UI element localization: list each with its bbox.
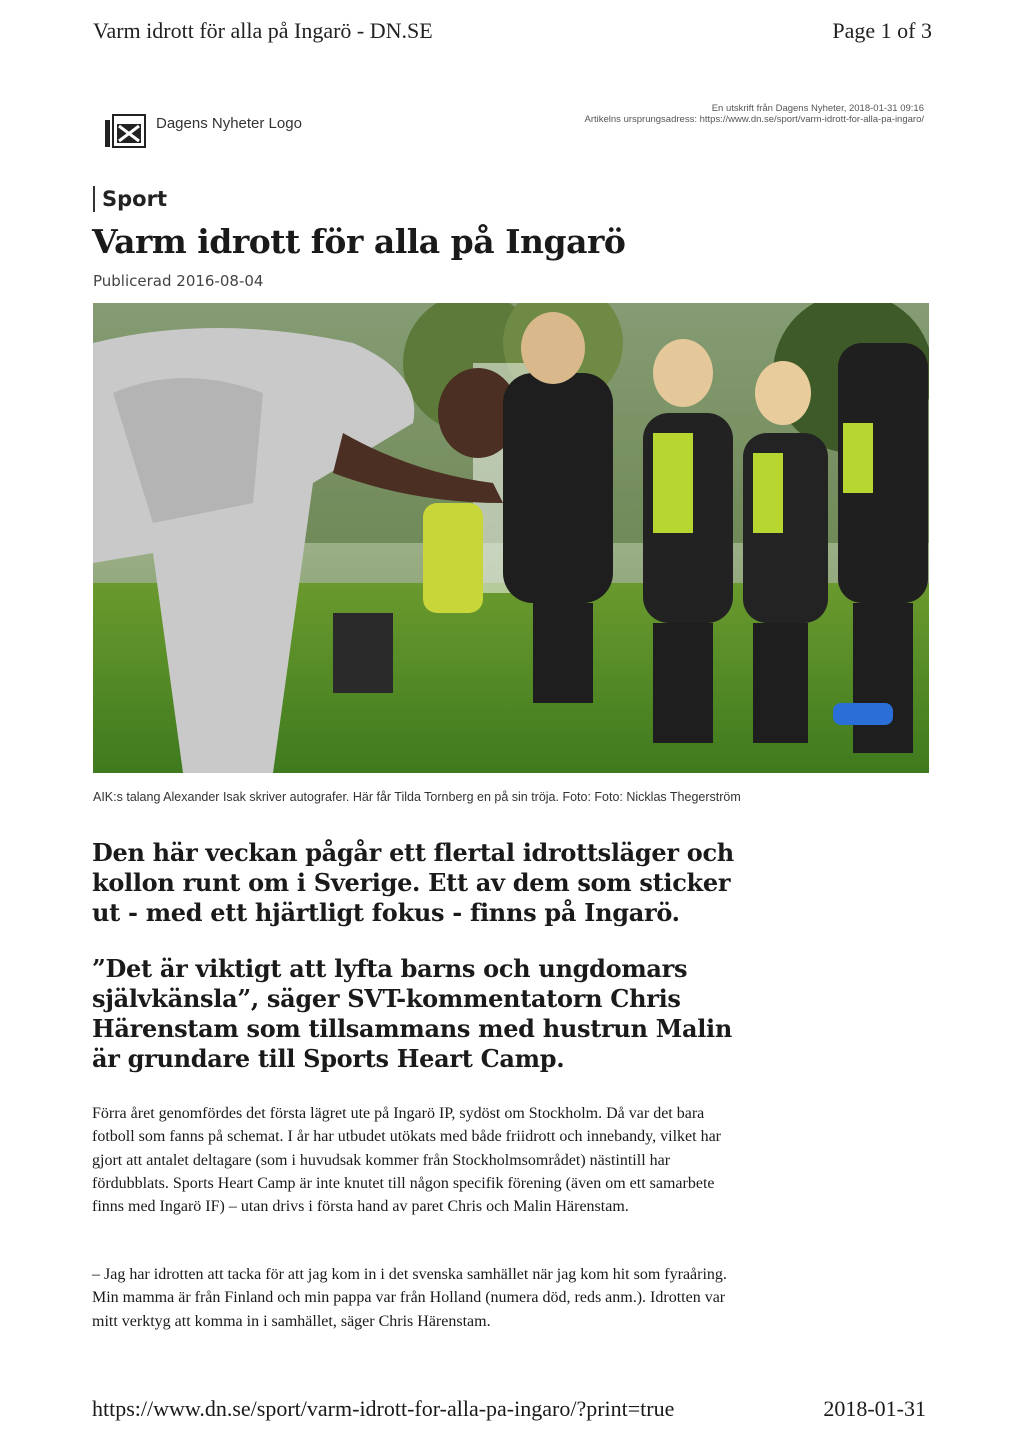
print-meta [585,103,925,125]
article-headline: Varm idrott för alla på Ingarö [92,222,626,261]
body-paragraph: – Jag har idrotten att tacka för att jag kom in i det svenska samhället när jag kom hit som fyraåring. Min mamma är från Finland och min pappa var från Holland (numera död, reds anm.). Idrotten var mitt verktyg att komma in i samhället, säger Chris Härenstam. [92,1266,727,1330]
logo-alt-text: Dagens Nyheter Logo [156,115,302,132]
print-footer-date: 2018-01-31 [823,1396,926,1421]
article-lead: Den här veckan pågår ett flertal idrottsläger och kollon runt om i Sverige. Ett av dem som sticker ut - med ett hjärtligt fokus - finns på Ingarö. [92,838,734,927]
publish-date: Publicerad 2016-08-04 [93,272,264,290]
print-header-title: Varm idrott för alla på Ingarö - DN.SE [93,18,433,43]
article-photo [93,303,929,773]
printed-from-text: En utskrift från Dagens Nyheter, 2018-01-31 09:16 [711,103,924,114]
body-paragraph: Förra året genomfördes det första lägret ute på Ingarö IP, sydöst om Stockholm. Då var det bara fotboll som fanns på schemat. I år har utbudet utökats med både friidrott och innebandy, vilket har gjort att antalet deltagare (som i huvudsak kommer från Stockholmsområdet) nästintill har fördubblats. Sports Heart Camp är inte knutet till någon specifik förening (även om ett samarbete finns med Ingarö IF) – utan drivs i första hand av paret Chris och Malin Härenstam. [92,1105,722,1216]
section-label: Sport [93,186,167,212]
print-footer-url: https://www.dn.se/sport/varm-idrott-for-alla-pa-ingaro/?print=true [92,1396,675,1421]
article-quote: ”Det är viktigt att lyfta barns och ungdomars självkänsla”, säger SVT-kommentatorn Chris Härenstam som tillsammans med hustrun Malin är grundare till Sports Heart Camp. [92,954,733,1073]
broken-image-icon [104,114,146,148]
print-header-page-number: Page 1 of 3 [832,18,932,43]
source-url-text: Artikelns ursprungsadress: https://www.dn.se/sport/varm-idrott-for-alla-pa-ingaro/ [584,114,924,125]
photo-caption: AIK:s talang Alexander Isak skriver autografer. Här får Tilda Tornberg en på sin tröja. Foto: Foto: Nicklas Thegerström [93,790,741,804]
